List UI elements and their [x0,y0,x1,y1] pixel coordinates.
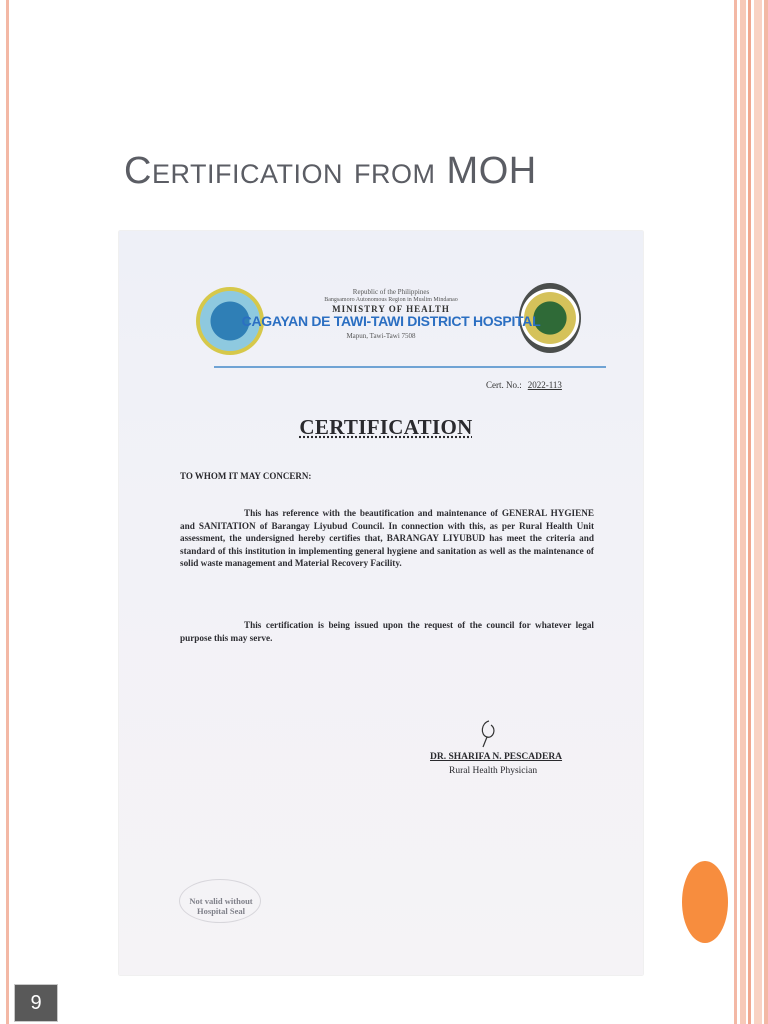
decorative-stripes [734,0,768,1024]
header-republic: Republic of the Philippines [352,288,430,296]
decorative-orange-oval [682,861,728,943]
salutation: TO WHOM IT MAY CONCERN: [180,471,312,481]
page-number-badge: 9 [14,984,58,1022]
cert-no-value: 2022-113 [527,380,562,390]
body-paragraph-2: This certification is being issued upon the request of the council for whatever legal purpose this may serve. [180,620,594,643]
certification-heading: CERTIFICATION [299,415,473,439]
seal-note-line-2: Hospital Seal [197,906,245,916]
header-ministry: MINISTRY OF HEALTH [332,304,450,314]
body-paragraph-1: This has reference with the beautification and maintenance of GENERAL HYGIENE and SANITATION of Barangay Liyubud Council. In connection with this, as per Rural Health Unit assessment, the undersigned hereby certifies that, BARANGAY LIYUBUD has meet the criteria and standard of this institution in implementing general hygiene and sanitation as well as the maintenance of solid waste management and Material Recovery Facility. [180,508,594,569]
seal-validity-note [179,896,263,916]
header-address: Mapun, Tawi-Tawi 7508 [346,332,416,340]
slide-title: Certification from MOH [124,150,537,192]
header-hospital-name: CAGAYAN DE TAWI-TAWI DISTRICT HOSPITAL [241,313,541,329]
header-region: Bangsamoro Autonomous Region in Muslim Mindanao [324,297,458,303]
signatory-name: DR. SHARIFA N. PESCADERA [430,752,563,762]
certificate-number [486,380,562,390]
seal-note-line-1: Not valid without [189,896,253,906]
cert-no-label: Cert. No.: [486,380,522,390]
header-divider [214,366,606,368]
signatory-title: Rural Health Physician [449,766,538,776]
certificate-document [119,231,643,975]
signature-mark [477,719,501,749]
